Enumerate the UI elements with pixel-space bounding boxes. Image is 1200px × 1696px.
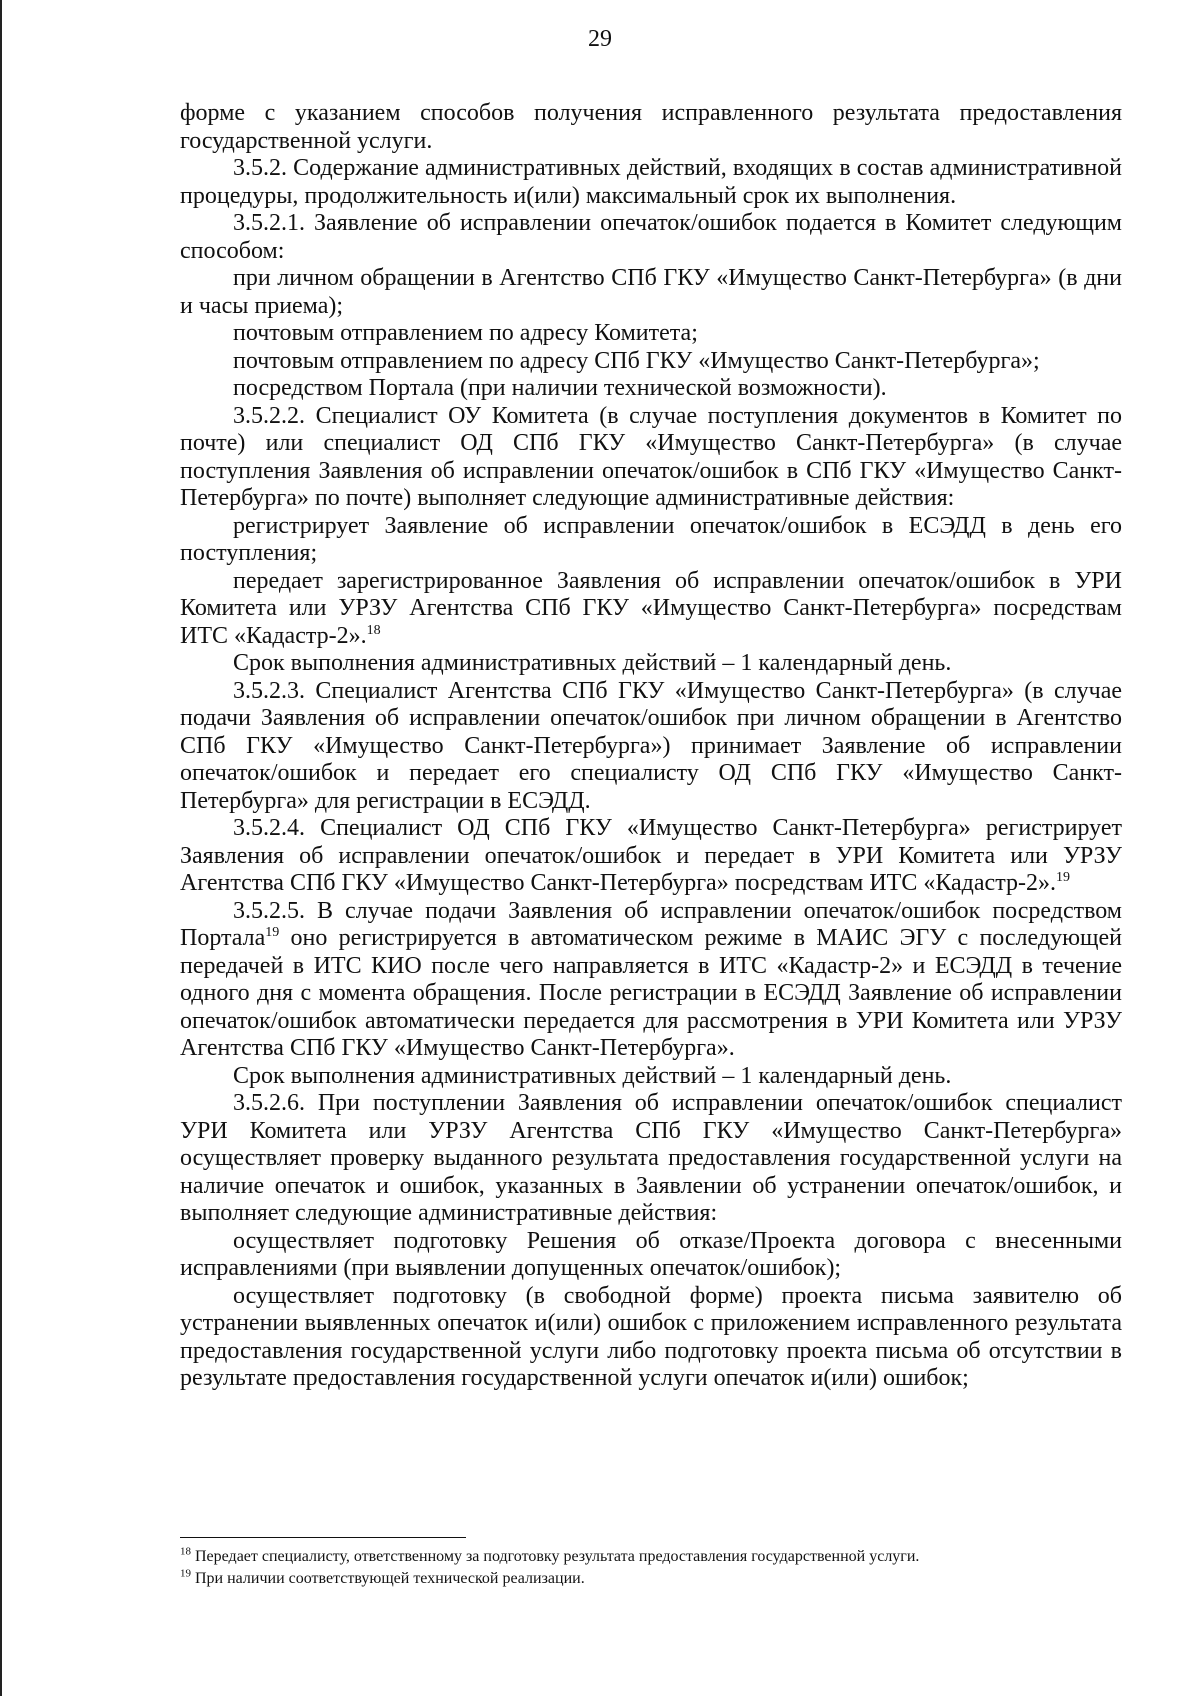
paragraph: форме с указанием способов получения исправленного результата предоставления государственной услуги.	[180, 100, 1122, 154]
paragraph: 3.5.2.6. При поступлении Заявления об исправлении опечаток/ошибок специалист УРИ Комитета или УРЗУ Агентства СПб ГКУ «Имущество Санкт-Петербурга» осуществляет проверку выданного результата предоставления государственной услуги на наличие опечаток и ошибок, указанных в Заявлении об устранении опечаток/ошибок, и выполняет следующие административные действия:	[180, 1090, 1122, 1226]
paragraph: осуществляет подготовку Решения об отказе/Проекта договора с внесенными исправлениями (при выявлении допущенных опечаток/ошибок);	[180, 1227, 1122, 1281]
footnotes	[180, 1546, 1140, 1590]
paragraph: Срок выполнения административных действий – 1 календарный день.	[233, 650, 952, 676]
footnote: $^{19}$ При наличии соответствующей технической реализации.	[180, 1567, 585, 1587]
footnote-ref: 18	[366, 622, 381, 638]
paragraph: регистрирует Заявление об исправлении опечаток/ошибок в ЕСЭДД в день его поступления;	[180, 512, 1122, 566]
body-text	[180, 100, 1122, 1393]
paragraph: 3.5.2.4. Специалист ОД СПб ГКУ «Имущество Санкт-Петербурга» регистрирует Заявления об исправлении опечаток/ошибок и передает в УРИ Комитета или УРЗУ Агентства СПб ГКУ «Имущество Санкт-Петербурга» посредствам ИТС «Кадастр-2».$^{19}$	[180, 815, 1122, 896]
paragraph: передает зарегистрированное Заявления об исправлении опечаток/ошибок в УРИ Комитета или УРЗУ Агентства СПб ГКУ «Имущество Санкт-Петербурга» посредствам ИТС «Кадастр-2».$^{18}$	[180, 567, 1122, 649]
paragraph: 3.5.2.5. В случае подачи Заявления об исправлении опечаток/ошибок посредством Портала$^{19}$ оно регистрируется в автоматическом режиме в МАИС ЭГУ с последующей передачей в ИТС КИО после чего направляется в ИТС «Кадастр-2» и ЕСЭДД в течение одного дня с момента обращения. После регистрации в ЕСЭДД Заявление об исправлении опечаток/ошибок автоматически передается для рассмотрения в УРИ Комитета или УРЗУ Агентства СПб ГКУ «Имущество Санкт-Петербурга».	[180, 897, 1122, 1061]
page-number: 29	[588, 26, 612, 52]
paragraph: при личном обращении в Агентство СПб ГКУ «Имущество Санкт-Петербурга» (в дни и часы приема);	[180, 265, 1122, 319]
footnote-ref: 19	[265, 925, 280, 940]
footnote-separator	[180, 1537, 466, 1538]
footnote-ref: 19	[1055, 870, 1070, 885]
paragraph: почтовым отправлением по адресу СПб ГКУ «Имущество Санкт-Петербурга»;	[233, 347, 1040, 374]
paragraph: посредством Портала (при наличии технической возможности).	[233, 375, 887, 401]
paragraph: 3.5.2.2. Специалист ОУ Комитета (в случае поступления документов в Комитет по почте) или специалист ОД СПб ГКУ «Имущество Санкт-Петербурга» (в случае поступления Заявления об исправлении опечаток/ошибок в СПб ГКУ «Имущество Санкт-Петербурга» по почте) выполняет следующие административные действия:	[180, 402, 1122, 511]
footnote: $^{18}$ Передает специалисту, ответственному за подготовку результата предоставления государственной услуги.	[180, 1545, 920, 1565]
paragraph: почтовым отправлением по адресу Комитета;	[233, 320, 698, 346]
paragraph: осуществляет подготовку (в свободной форме) проекта письма заявителю об устранении выявленных опечаток и(или) ошибок с приложением исправленного результата предоставления государственной услуги либо подготовку проекта письма об отсутствии в результате предоставления государственной услуги опечаток и(или) ошибок;	[180, 1282, 1122, 1391]
paragraph: 3.5.2.3. Специалист Агентства СПб ГКУ «Имущество Санкт-Петербурга» (в случае подачи Заявления об исправлении опечаток/ошибок при личном обращении в Агентство СПб ГКУ «Имущество Санкт-Петербурга») принимает Заявление об исправлении опечаток/ошибок и передает его специалисту ОД СПб ГКУ «Имущество Санкт-Петербурга» для регистрации в ЕСЭДД.	[180, 677, 1122, 814]
scan-edge-line	[0, 0, 6, 1696]
paragraph: 3.5.2.1. Заявление об исправлении опечаток/ошибок подается в Комитет следующим способом:	[180, 210, 1122, 264]
footnote-mark: 19	[180, 1567, 191, 1580]
paragraph: 3.5.2. Содержание административных действий, входящих в состав административной процедуры, продолжительность и(или) максимальный срок их выполнения.	[180, 155, 1122, 209]
footnote-mark: 18	[180, 1545, 191, 1558]
paragraph: Срок выполнения административных действий – 1 календарный день.	[233, 1062, 952, 1089]
